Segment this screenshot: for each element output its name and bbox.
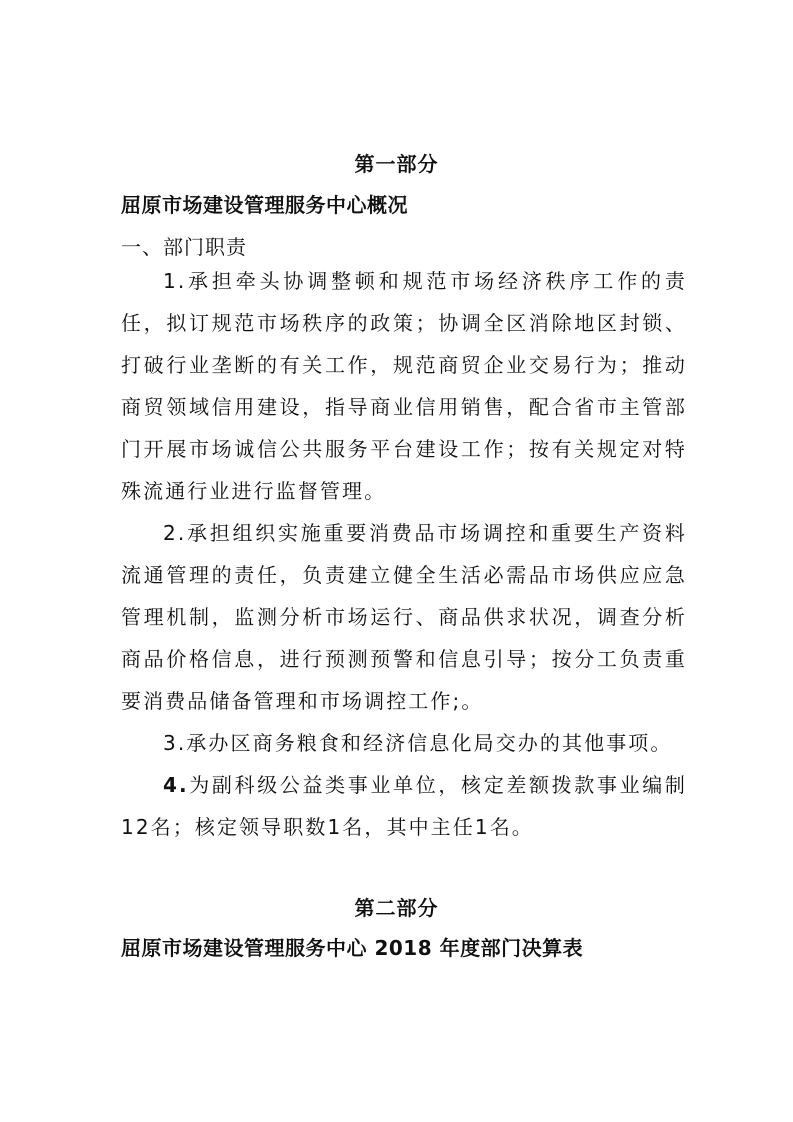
duty-item-number: 2. — [163, 521, 187, 545]
part2-subtitle: 屈原市场建设管理服务中心 2018 年度部门决算表 — [121, 936, 584, 960]
duty-item-3 — [121, 722, 687, 764]
duty-item-number: 4. — [163, 773, 189, 797]
section-heading-duties: 一、部门职责 — [121, 235, 247, 259]
duty-item-text: 承担组织实施重要消费品市场调控和重要生产资料流通管理的责任，负责建立健全生活必需品市场供应应急管理机制，监测分析市场运行、商品供求状况，调查分析商品价格信息，进行预测预警和信息引导；按分工负责重要消费品储备管理和市场调控工作;。 — [121, 521, 687, 713]
duty-item-4 — [121, 764, 687, 848]
duty-item-text: 为副科级公益类事业单位，核定差额拨款事业编制12名；核定领导职数1名，其中主任1名。 — [121, 773, 687, 839]
duty-item-text: 承担牵头协调整顿和规范市场经济秩序工作的责任，拟订规范市场秩序的政策；协调全区消除地区封锁、打破行业垄断的有关工作，规范商贸企业交易行为；推动商贸领域信用建设，指导商业信用销售，配合省市主管部门开展市场诚信公共服务平台建设工作；按有关规定对特殊流通行业进行监督管理。 — [121, 269, 687, 503]
duty-item-2 — [121, 512, 687, 722]
part1-subtitle: 屈原市场建设管理服务中心概况 — [121, 193, 408, 217]
duty-item-number: 1. — [163, 269, 187, 293]
duty-item-1 — [121, 260, 687, 512]
duty-item-text: 承办区商务粮食和经济信息化局交办的其他事项。 — [186, 731, 673, 755]
duty-item-number: 3. — [163, 731, 187, 755]
part1-title: 第一部分 — [354, 152, 439, 176]
part2-title: 第二部分 — [354, 896, 439, 920]
